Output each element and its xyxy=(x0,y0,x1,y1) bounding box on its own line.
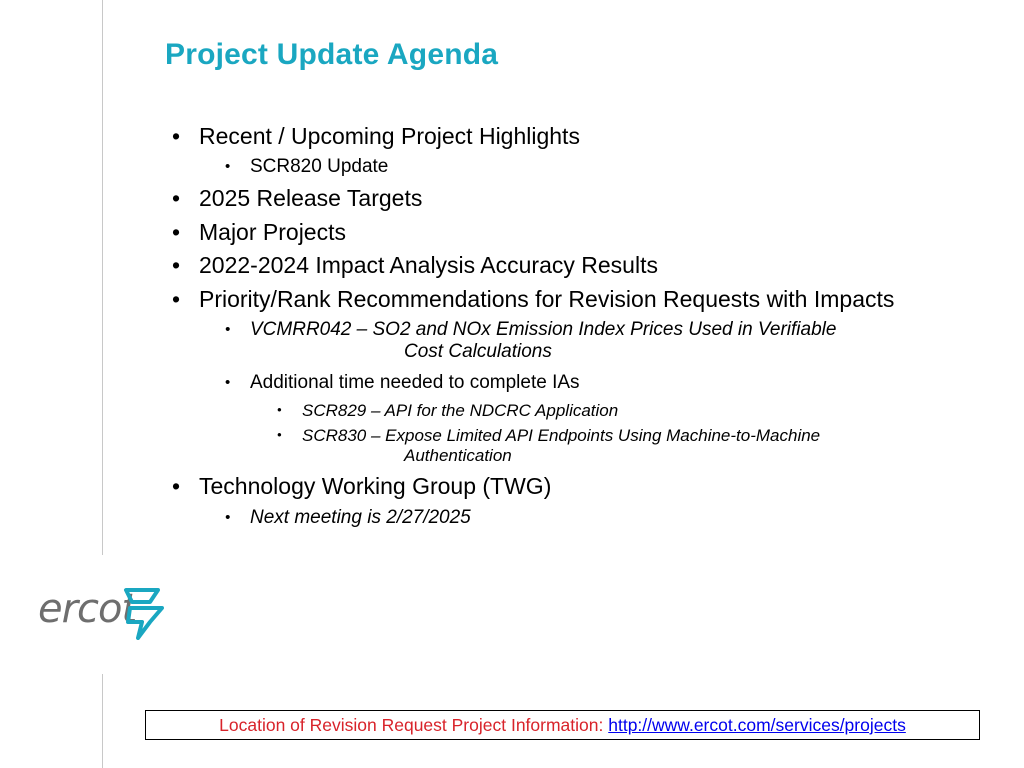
footer-label: Location of Revision Request Project Information: xyxy=(219,715,609,735)
bullet-icon: • xyxy=(277,401,282,417)
agenda-subitem xyxy=(170,319,990,363)
agenda-item-label: 2025 Release Targets xyxy=(199,185,423,212)
bullet-icon: • xyxy=(172,473,181,500)
agenda-item xyxy=(170,473,990,499)
agenda-item-label: Recent / Upcoming Project Highlights xyxy=(199,123,580,149)
ercot-star-logo-icon xyxy=(120,584,168,640)
agenda-subitem xyxy=(170,372,990,394)
bullet-icon: • xyxy=(172,218,181,245)
bullet-icon: • xyxy=(225,158,231,176)
agenda-item xyxy=(170,286,990,312)
ercot-logo xyxy=(38,584,170,644)
bullet-icon: • xyxy=(172,123,181,149)
bullet-icon: • xyxy=(172,285,181,312)
agenda-subitem xyxy=(170,156,990,178)
agenda-subsubitem-label-continued: Authentication xyxy=(404,445,512,465)
agenda-item xyxy=(170,123,990,149)
left-divider-bottom xyxy=(102,674,103,768)
slide-title: Project Update Agenda xyxy=(165,38,499,71)
agenda-subitem-label: VCMRR042 – SO2 and NOx Emission Index Prices Used in Verifiable xyxy=(250,319,837,341)
agenda-item-label: Priority/Rank Recommendations for Revision Requests with Impacts xyxy=(199,285,895,312)
agenda-subsubitem-label: SCR830 – Expose Limited API Endpoints Using Machine-to-Machine xyxy=(302,426,821,446)
agenda-subsubitem xyxy=(170,401,990,421)
agenda-item xyxy=(170,252,990,278)
logo-wordmark: ercot xyxy=(38,586,137,632)
agenda-item xyxy=(170,219,990,245)
left-divider-top xyxy=(102,0,103,555)
agenda-subitem-label-continued: Cost Calculations xyxy=(404,340,552,362)
bullet-icon: • xyxy=(277,427,282,443)
agenda-item xyxy=(170,185,990,211)
agenda-subsubitem-label: SCR829 – API for the NDCRC Application xyxy=(302,400,619,420)
agenda-subitem-label: SCR820 Update xyxy=(250,156,389,178)
agenda-item-label: Technology Working Group (TWG) xyxy=(199,473,552,500)
agenda-item-label: 2022-2024 Impact Analysis Accuracy Results xyxy=(199,252,658,279)
agenda-list xyxy=(170,123,990,535)
bullet-icon: • xyxy=(225,508,231,526)
bullet-icon: • xyxy=(225,321,231,339)
bullet-icon: • xyxy=(172,185,181,212)
bullet-icon: • xyxy=(172,252,181,279)
agenda-item-label: Major Projects xyxy=(199,218,346,245)
agenda-subitem-label: Additional time needed to complete IAs xyxy=(250,371,580,393)
bullet-icon: • xyxy=(225,373,231,391)
agenda-subitem xyxy=(170,507,990,529)
agenda-subsubitem xyxy=(170,426,990,465)
footer-link-box xyxy=(145,710,980,740)
agenda-subitem-label: Next meeting is 2/27/2025 xyxy=(250,506,471,528)
projects-link[interactable]: http://www.ercot.com/services/projects xyxy=(608,715,906,735)
